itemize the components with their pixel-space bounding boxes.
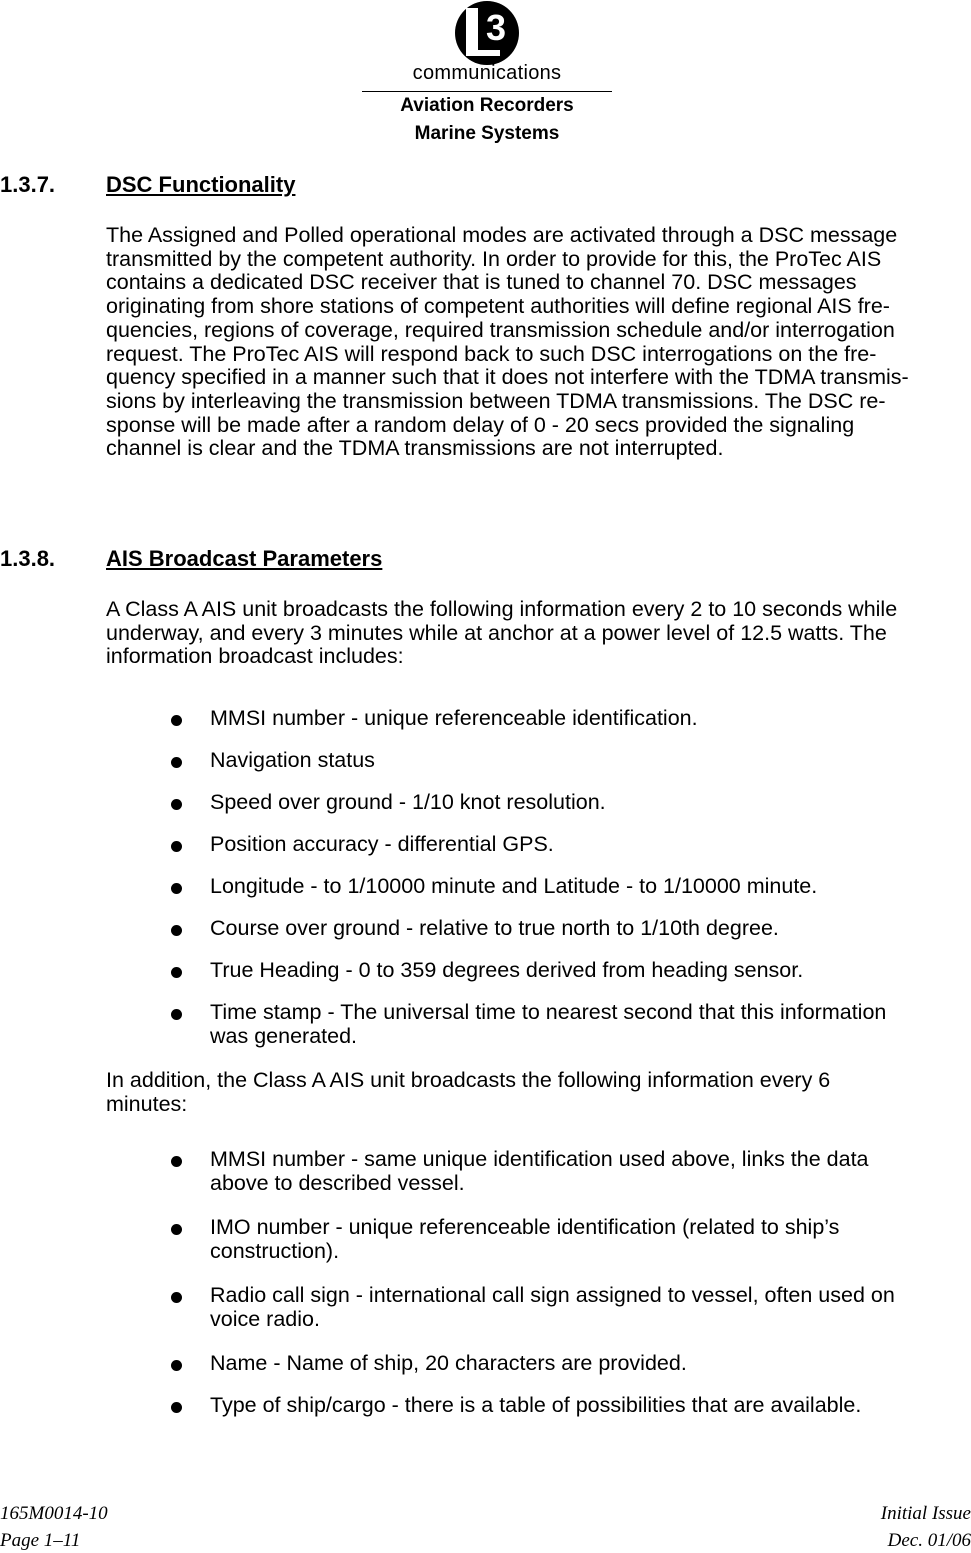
org-line-1: Aviation Recorders <box>400 95 574 116</box>
text-line: contains a dedicated DSC receiver that is tuned to channel 70. DSC messages <box>106 270 857 295</box>
bullet-icon <box>171 1224 182 1235</box>
section-title: AIS Broadcast Parameters <box>106 546 383 571</box>
bullet-icon <box>171 925 182 936</box>
footer-right <box>881 1500 971 1553</box>
paragraph <box>106 224 909 461</box>
bullet-text <box>210 875 817 899</box>
bullet-icon <box>171 967 182 978</box>
text-line: construction). <box>210 1238 340 1263</box>
text-line: underway, and every 3 minutes while at anchor at a power level of 12.5 watts. The <box>106 620 887 645</box>
text-line: transmitted by the competent authority. In order to provide for this, the ProTec AIS <box>106 246 882 271</box>
text-line: Time stamp - The universal time to nearest second that this information <box>210 1000 887 1024</box>
text-line: channel is clear and the TDMA transmissions are not interrupted. <box>106 436 724 461</box>
section-title: DSC Functionality <box>106 172 296 197</box>
text-line: was generated. <box>210 1023 358 1048</box>
text-line: A Class A AIS unit broadcasts the following information every 2 to 10 seconds while <box>106 597 898 621</box>
text-line: sponse will be made after a random delay of 0 - 20 secs provided the signaling <box>106 412 855 437</box>
text-line: Type of ship/cargo - there is a table of possibilities that are available. <box>210 1393 862 1417</box>
bullet-icon <box>171 1009 182 1020</box>
text-line: sions by interleaving the transmission between TDMA transmissions. The DSC re- <box>106 388 886 413</box>
bullet-text <box>210 749 375 773</box>
text-line: Position accuracy - differential GPS. <box>210 832 554 856</box>
text-line: request. The ProTec AIS will respond back to such DSC interrogations on the fre- <box>106 341 877 366</box>
text-line: Course over ground - relative to true north to 1/10th degree. <box>210 916 779 940</box>
bullet-text <box>210 959 803 983</box>
text-line: MMSI number - unique referenceable identification. <box>210 706 698 730</box>
text-line: MMSI number - same unique identification used above, links the data <box>210 1147 869 1171</box>
text-line: information broadcast includes: <box>106 644 404 669</box>
text-line: above to described vessel. <box>210 1170 465 1195</box>
text-line: minutes: <box>106 1091 188 1116</box>
page-number: Page 1–11 <box>0 1530 81 1551</box>
svg-text:3: 3 <box>485 7 507 48</box>
bullet-text <box>210 1148 869 1195</box>
section-number: 1.3.7. <box>0 172 56 197</box>
bullet-icon <box>171 841 182 852</box>
issue: Initial Issue <box>880 1503 971 1524</box>
bullet-icon <box>171 1292 182 1303</box>
doc-number: 165M0014-10 <box>0 1503 108 1524</box>
org-line-2: Marine Systems <box>414 123 560 144</box>
text-line: quencies, regions of coverage, required transmission schedule and/or interrogation <box>106 317 895 342</box>
bullet-icon <box>171 799 182 810</box>
paragraph <box>106 598 897 669</box>
text-line: IMO number - unique referenceable identification (related to ship’s <box>210 1215 840 1239</box>
text-line: Speed over ground - 1/10 knot resolution. <box>210 790 606 814</box>
bullet-icon <box>171 715 182 726</box>
text-line: voice radio. <box>210 1306 320 1331</box>
text-line: Radio call sign - international call sign assigned to vessel, often used on <box>210 1283 895 1307</box>
company-logo <box>362 0 612 148</box>
footer-left <box>0 1500 108 1553</box>
issue-date: Dec. 01/06 <box>887 1530 971 1551</box>
bullet-text <box>210 917 779 941</box>
bullet-text <box>210 707 698 731</box>
section-number: 1.3.8. <box>0 546 56 571</box>
bullet-text <box>210 1001 886 1048</box>
text-line: The Assigned and Polled operational modes are activated through a DSC message <box>106 223 898 247</box>
text-line: Name - Name of ship, 20 characters are provided. <box>210 1351 687 1375</box>
text-line: Navigation status <box>210 748 375 772</box>
bullet-text <box>210 1284 895 1331</box>
text-line: Longitude - to 1/10000 minute and Latitude - to 1/10000 minute. <box>210 874 818 898</box>
l3-logo-icon <box>452 0 522 66</box>
text-line: originating from shore stations of competent authorities will define regional AIS fre- <box>106 294 890 319</box>
bullet-icon <box>171 1402 182 1413</box>
text-line: quency specified in a manner such that it does not interfere with the TDMA transmis- <box>106 365 909 390</box>
bullet-icon <box>171 757 182 768</box>
bullet-icon <box>171 1156 182 1167</box>
bullet-text <box>210 1216 839 1263</box>
bullet-text <box>210 791 606 815</box>
logo-subtitle: communications <box>412 62 562 84</box>
bullet-text <box>210 1352 687 1376</box>
bullet-text <box>210 833 554 857</box>
paragraph <box>106 1069 830 1116</box>
text-line: In addition, the Class A AIS unit broadcasts the following information every 6 <box>106 1068 831 1092</box>
bullet-icon <box>171 883 182 894</box>
text-line: True Heading - 0 to 359 degrees derived from heading sensor. <box>210 958 804 982</box>
bullet-text <box>210 1394 861 1418</box>
bullet-icon <box>171 1360 182 1371</box>
